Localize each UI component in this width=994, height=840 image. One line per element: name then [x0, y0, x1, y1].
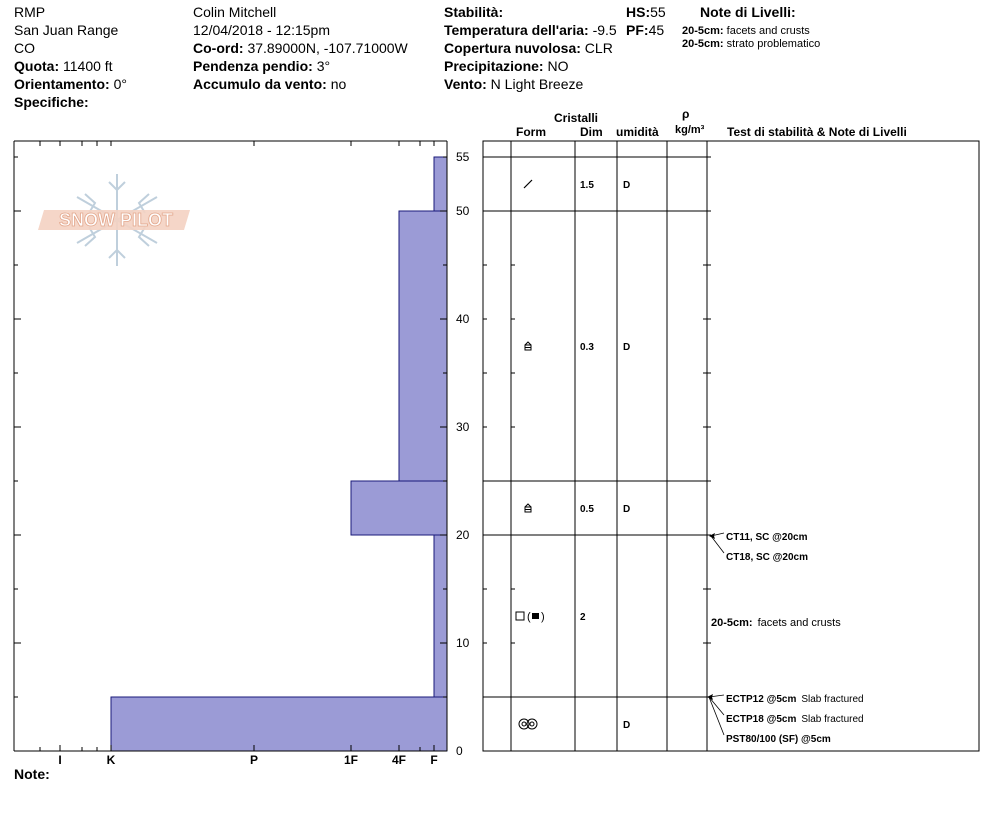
hardness-bar — [434, 157, 447, 211]
test-note-text: Slab fractured — [801, 694, 864, 705]
pf-value: 45 — [648, 22, 665, 38]
test-note — [726, 714, 864, 725]
icon-paren: ) — [541, 611, 545, 623]
x-tick-label: P — [249, 753, 259, 767]
x-tick-label: I — [58, 753, 62, 767]
y-tick-label: 40 — [456, 312, 470, 326]
observer-name: Colin Mitchell — [193, 4, 277, 20]
test-note-bold: CT11, SC @20cm — [726, 532, 808, 543]
note-arrow-head — [709, 533, 715, 539]
hs-value: 55 — [650, 4, 666, 20]
specifics-label: Specifiche: — [14, 94, 89, 110]
melt-forms-icon — [519, 719, 537, 729]
cloud-cover-label: Copertura nuvolosa: — [444, 40, 581, 56]
icon-circle-inner — [522, 722, 526, 726]
test-note — [726, 552, 808, 563]
coordinates-value: 37.89000N, -107.71000W — [247, 40, 408, 56]
coordinates-label: Co-ord: — [193, 40, 244, 56]
density-symbol: ρ — [682, 107, 690, 121]
y-tick-label: 20 — [456, 528, 470, 542]
air-temp-value: -9.5 — [592, 22, 617, 38]
x-tick-label: K — [106, 753, 116, 767]
snowpilot-logo — [38, 172, 196, 268]
layer-note-depth: 20-5cm: — [682, 38, 724, 50]
faceted-crystal-icon — [525, 504, 531, 512]
hardness-bar — [111, 697, 447, 751]
aspect-value: 0° — [113, 76, 127, 92]
layer-humidity: D — [623, 180, 631, 191]
observation-datetime: 12/04/2018 - 12:15pm — [193, 22, 330, 38]
test-note — [726, 734, 831, 745]
wind-value: N Light Breeze — [490, 76, 584, 92]
hardness-bar — [399, 211, 447, 481]
y-tick-label: 55 — [456, 150, 470, 164]
dim-header: Dim — [580, 125, 603, 139]
precipitation-value: NO — [547, 58, 569, 74]
test-note — [711, 617, 841, 629]
layer-humidity: D — [623, 342, 631, 353]
icon-paren: ( — [527, 611, 531, 623]
icon-solid-square — [532, 613, 539, 619]
layer-dim: 2 — [580, 612, 586, 623]
icon-circle-inner — [530, 722, 534, 726]
layer-humidity: D — [623, 720, 631, 731]
layer-note-text: strato problematico — [726, 38, 821, 50]
aspect-label: Orientamento: — [14, 76, 110, 92]
test-note-text: facets and crusts — [757, 617, 841, 629]
test-note — [726, 694, 864, 705]
x-tick-label: F — [430, 753, 438, 767]
note-leader-line — [711, 536, 724, 553]
crystals-header: Cristalli — [554, 111, 599, 125]
test-note — [726, 532, 808, 543]
faceted-crystal-icon — [525, 342, 531, 350]
form-header: Form — [516, 125, 546, 139]
cloud-cover-value: CLR — [584, 40, 613, 56]
range-name: San Juan Range — [14, 22, 119, 38]
faceted-square-icon — [516, 611, 545, 623]
logo-text: SNOW PILOT — [59, 210, 173, 230]
test-note-bold: PST80/100 (SF) @5cm — [726, 734, 831, 745]
layer-notes-title: Note di Livelli: — [700, 4, 796, 20]
pf-label: PF: — [626, 22, 649, 38]
layer-humidity: D — [623, 504, 631, 515]
hardness-bar — [434, 535, 447, 697]
note-leader-line — [709, 697, 724, 735]
precipitation-label: Precipitazione: — [444, 58, 544, 74]
test-note-bold: ECTP12 @5cm — [726, 694, 797, 705]
elevation-value: 11400 ft — [63, 58, 113, 74]
slope-label: Pendenza pendio: — [193, 58, 313, 74]
layer-dim: 1.5 — [580, 180, 594, 191]
decomposing-slash-icon — [524, 180, 532, 188]
test-note-bold: ECTP18 @5cm — [726, 714, 797, 725]
layer-note-depth: 20-5cm: — [682, 25, 724, 37]
note-label: Note: — [14, 766, 50, 782]
wind-label: Vento: — [444, 76, 487, 92]
icon-stroke — [524, 180, 532, 188]
icon-square — [516, 612, 524, 620]
wind-loading-label: Accumulo da vento: — [193, 76, 327, 92]
layer-dim: 0.5 — [580, 504, 594, 515]
layer-note-text: facets and crusts — [726, 25, 810, 37]
elevation-label: Quota: — [14, 58, 60, 74]
x-tick-label: 1F — [343, 753, 359, 767]
hardness-bar — [351, 481, 447, 535]
layer-dim: 0.3 — [580, 342, 594, 353]
area-name: RMP — [14, 4, 46, 20]
x-tick-label: 4F — [391, 753, 407, 767]
hs-label: HS: — [626, 4, 651, 20]
density-unit: kg/m³ — [675, 124, 705, 136]
slope-value: 3° — [316, 58, 331, 74]
test-note-bold: CT18, SC @20cm — [726, 552, 809, 563]
state-name: CO — [14, 40, 35, 56]
y-tick-label: 0 — [456, 744, 463, 758]
test-note-text: Slab fractured — [801, 714, 864, 725]
y-tick-label: 50 — [456, 204, 470, 218]
air-temp-label: Temperatura dell'aria: — [444, 22, 589, 38]
wind-loading-value: no — [330, 76, 347, 92]
y-tick-label: 30 — [456, 420, 470, 434]
humidity-header: umidità — [616, 125, 659, 139]
stability-tests-header: Test di stabilità & Note di Livelli — [727, 125, 907, 139]
test-note-bold: 20-5cm: — [711, 617, 753, 629]
y-tick-label: 10 — [456, 636, 470, 650]
note-leader-line — [709, 697, 724, 715]
stability-label: Stabilità: — [444, 4, 504, 20]
table-frame — [483, 141, 979, 751]
